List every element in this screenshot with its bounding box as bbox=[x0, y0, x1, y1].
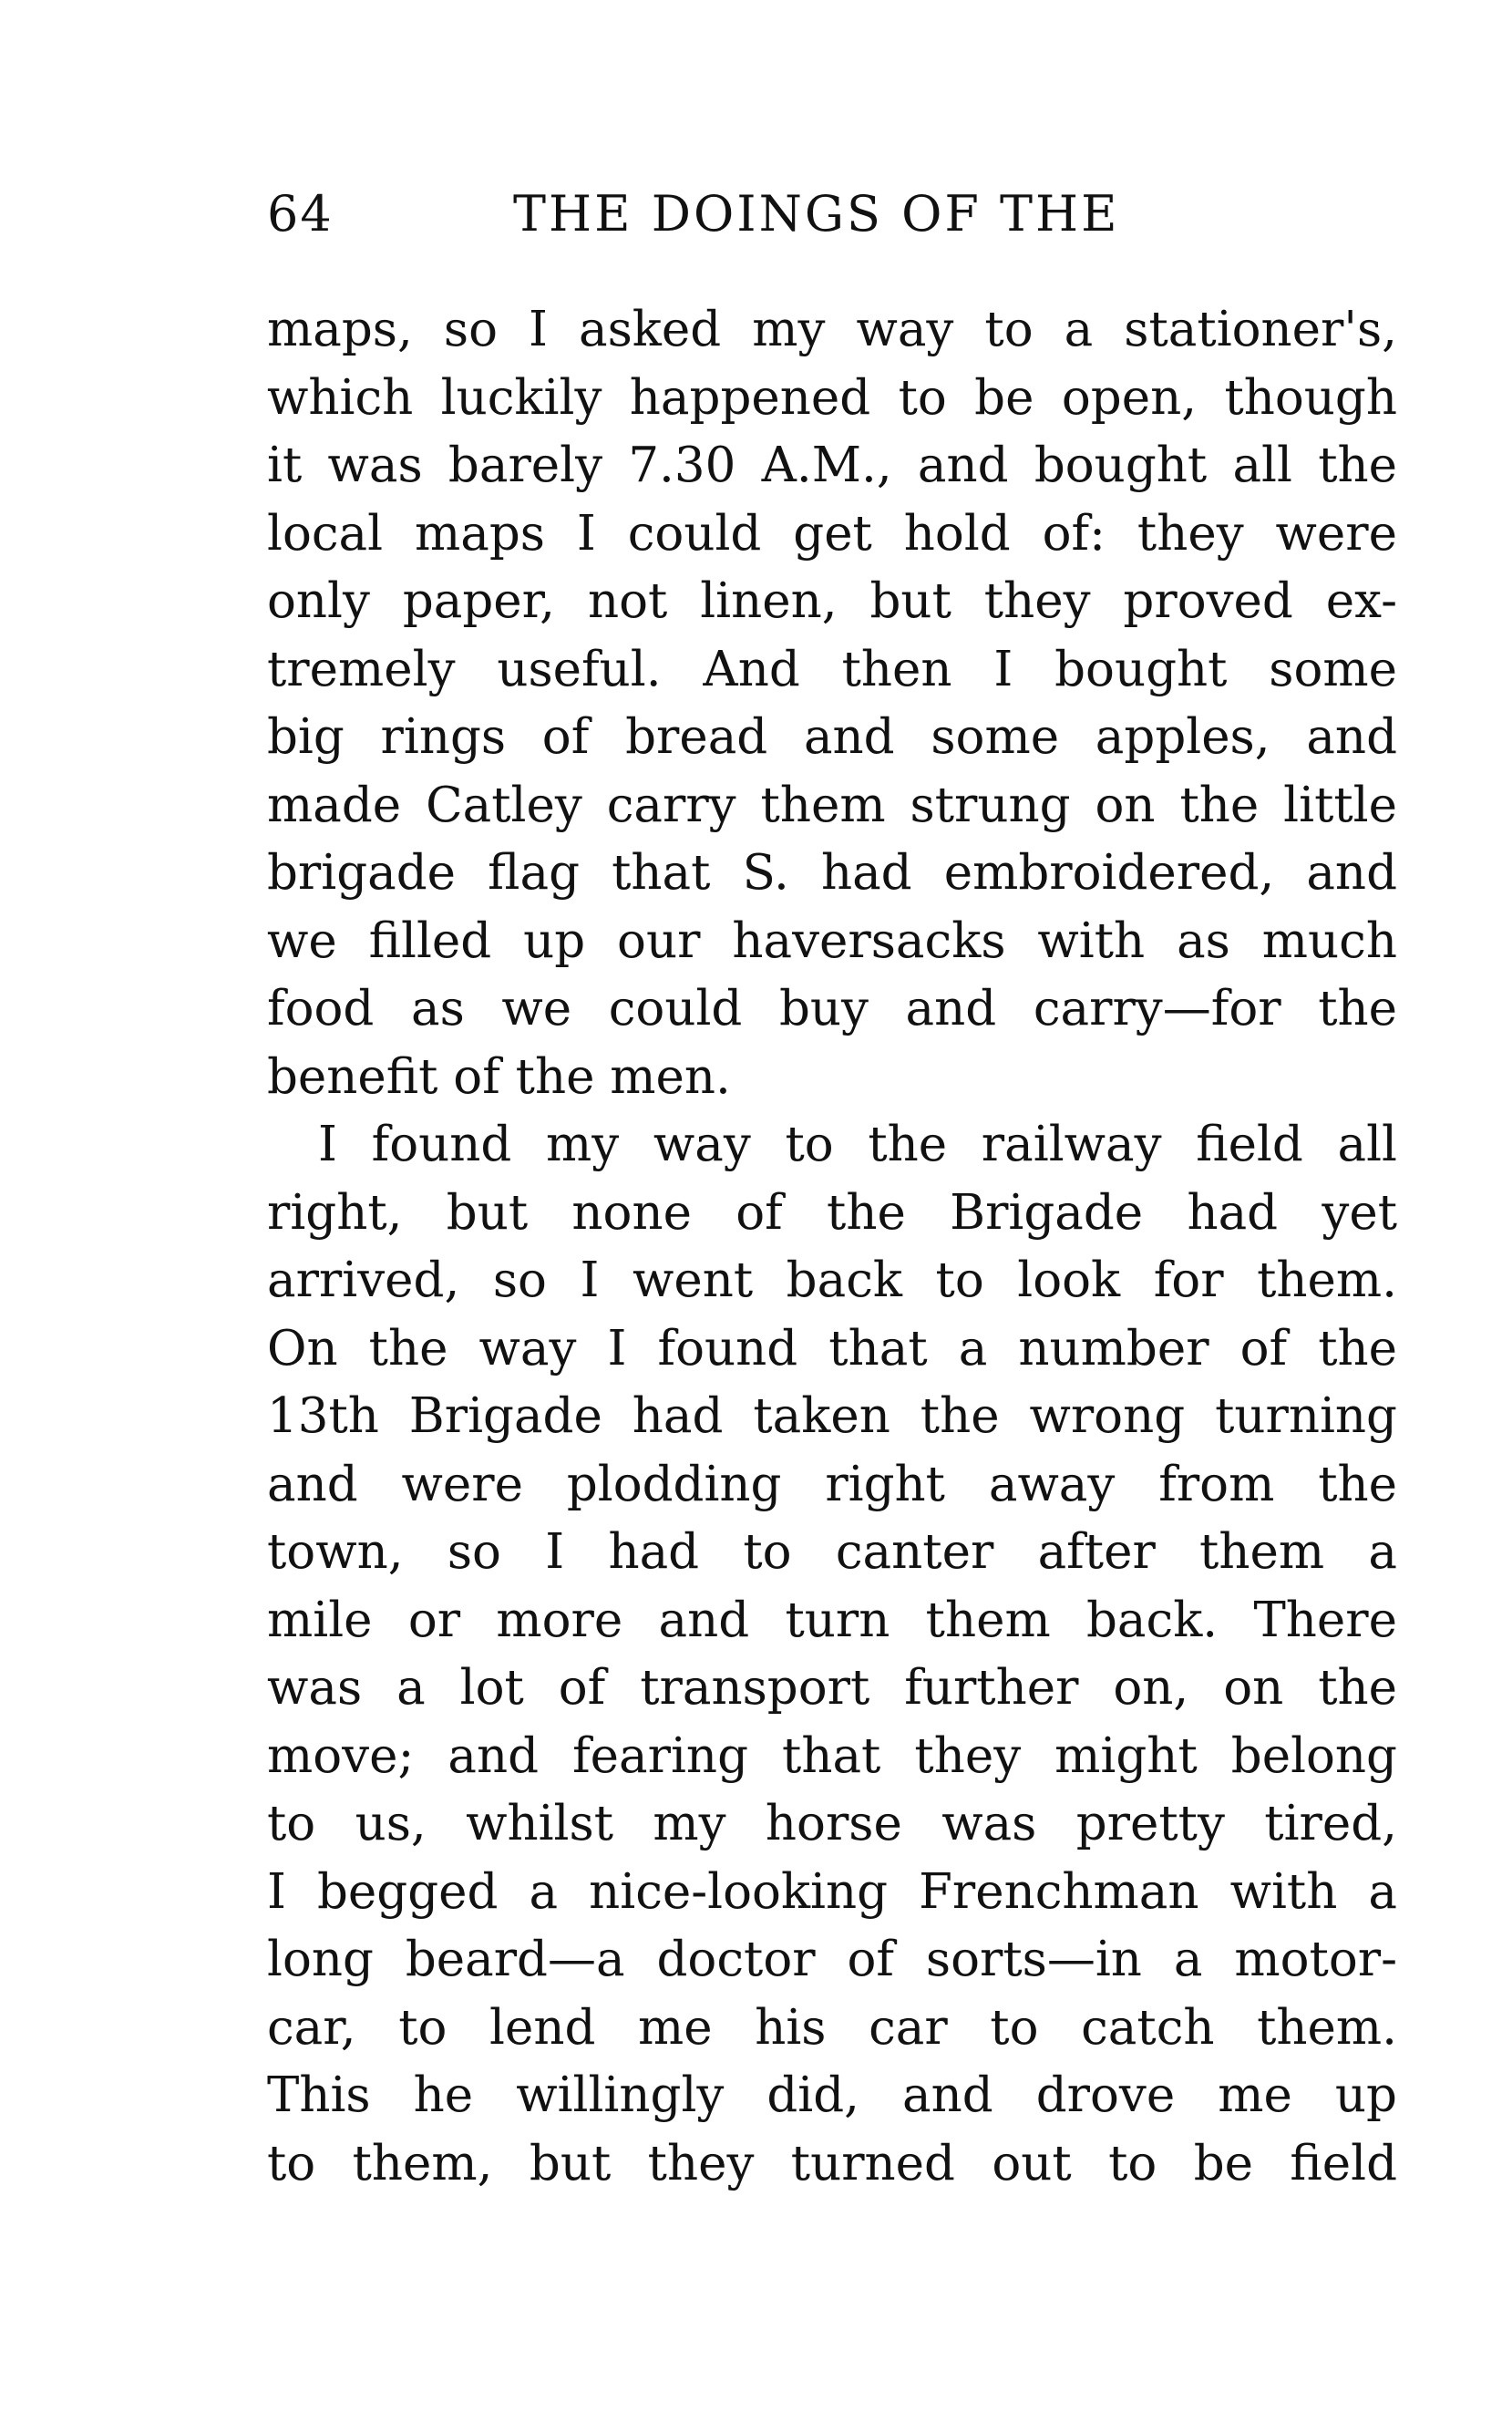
text-line: town, so I had to canter after them a bbox=[267, 1524, 1397, 1580]
text-line: On the way I found that a number of the bbox=[267, 1320, 1397, 1376]
text-line: This he willingly did, and drove me up bbox=[267, 2067, 1397, 2123]
text-line: long beard—a doctor of sorts—in a motor- bbox=[267, 1932, 1397, 1987]
text-line: arrived, so I went back to look for them. bbox=[267, 1253, 1397, 1308]
text-line: local maps I could get hold of: they were bbox=[267, 505, 1397, 562]
text-line: I found my way to the railway field all bbox=[318, 1117, 1397, 1172]
text-line: to them, but they turned out to be field bbox=[267, 2135, 1397, 2191]
page-number: 64 bbox=[267, 185, 334, 242]
text-line: only paper, not linen, but they proved ex- bbox=[267, 573, 1397, 629]
text-line: food as we could buy and carry—for the bbox=[267, 981, 1397, 1036]
text-line: we filled up our haversacks with as much bbox=[267, 912, 1397, 969]
text-line: move; and fearing that they might belong bbox=[267, 1727, 1397, 1784]
text-line: car, to lend me his car to catch them. bbox=[267, 1999, 1397, 2056]
text-line: it was barely 7.30 A.M., and bought all the bbox=[267, 438, 1397, 493]
text-line: I begged a nice-looking Frenchman with a bbox=[267, 1863, 1397, 1920]
text-line: 13th Brigade had taken the wrong turning bbox=[267, 1388, 1397, 1444]
text-line: big rings of bread and some apples, and bbox=[267, 709, 1397, 765]
running-head bbox=[267, 182, 1397, 246]
text-line: maps, so I asked my way to a stationer's, bbox=[267, 302, 1397, 357]
text-line: and were plodding right away from the bbox=[267, 1456, 1397, 1512]
text-line: made Catley carry them strung on the little bbox=[267, 777, 1397, 833]
text-line: tremely useful. And then I bought some bbox=[267, 641, 1397, 697]
paragraph-2 bbox=[267, 1111, 1397, 2198]
text-line: which luckily happened to be open, though bbox=[267, 369, 1397, 426]
text-line: was a lot of transport further on, on the bbox=[267, 1660, 1397, 1716]
text-line: benefit of the men. bbox=[267, 1048, 731, 1105]
text-line: brigade flag that S. had embroidered, and bbox=[267, 845, 1397, 901]
text-line: mile or more and turn them back. There bbox=[267, 1592, 1397, 1648]
body-text bbox=[267, 296, 1397, 2198]
text-line: to us, whilst my horse was pretty tired, bbox=[267, 1796, 1397, 1851]
text-line: right, but none of the Brigade had yet bbox=[267, 1184, 1397, 1241]
running-head-title: THE DOINGS OF THE bbox=[513, 185, 1120, 242]
paragraph-1 bbox=[267, 296, 1397, 1111]
